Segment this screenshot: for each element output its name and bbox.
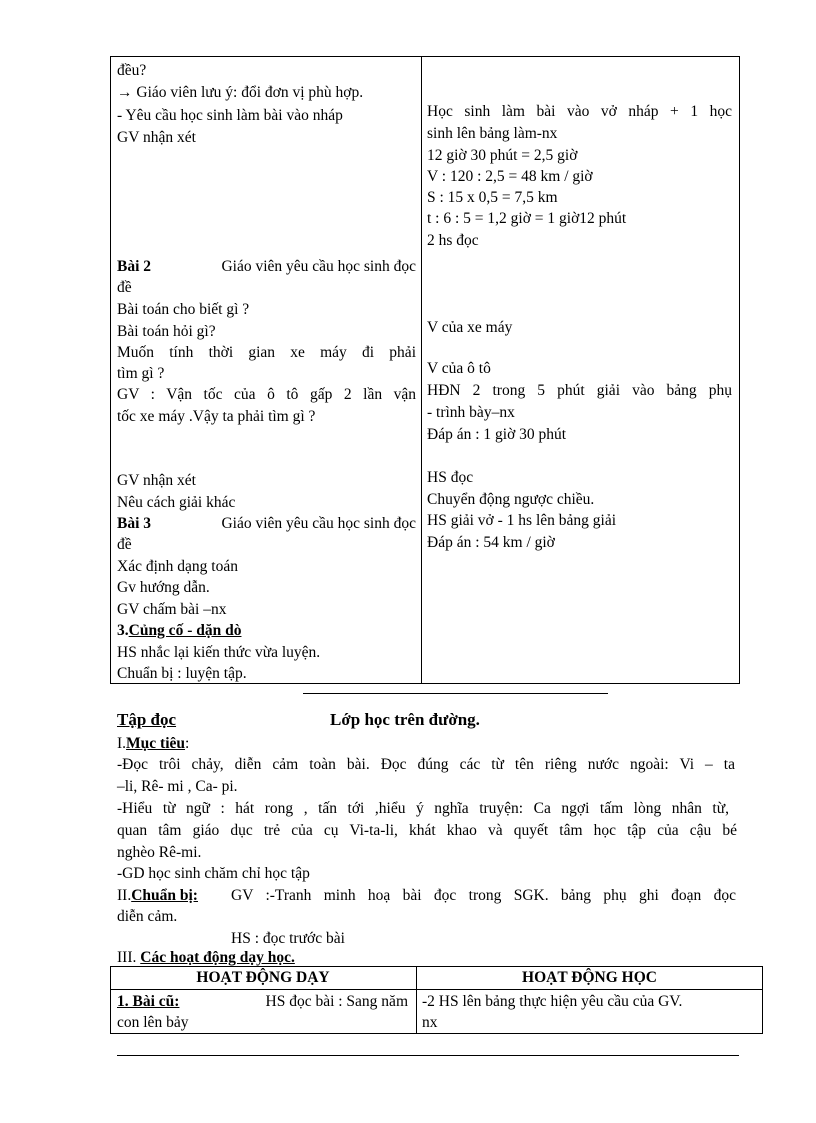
section-objectives-heading: I.Mục tiêu: — [117, 735, 190, 752]
right-cell-line: V của xe máy — [427, 319, 513, 336]
right-cell-line: 12 giờ 30 phút = 2,5 giờ — [427, 147, 578, 164]
left-cell-line: GV chấm bài –nx — [117, 601, 227, 618]
left-cell-line: Chuẩn bị : luyện tập. — [117, 665, 247, 682]
lesson-subject: Tập đọc — [117, 710, 177, 729]
consolidation-heading: Củng cố - dặn dò — [128, 622, 242, 639]
left-cell-line: Xác định dạng toán — [117, 558, 238, 575]
left-cell-line: đề — [117, 536, 132, 553]
preparation-teacher: GV :-Tranh minh hoạ bài đọc trong SGK. bảng phụ ghi đoạn đọc — [231, 887, 736, 904]
exercise-3-label: Bài 3 — [117, 515, 152, 532]
left-cell-line: đều? — [117, 62, 147, 79]
section-3-number: 3. — [117, 622, 129, 639]
right-cell-line: Chuyển động ngược chiều. — [427, 491, 595, 508]
section-activities-heading: III. Các hoạt động dạy học. — [117, 949, 295, 966]
left-cell-line — [117, 256, 416, 277]
right-cell-line: V : 120 : 2,5 = 48 km / giờ — [427, 168, 593, 185]
left-cell-line — [117, 513, 416, 534]
student-activity-line: nx — [422, 1014, 438, 1031]
left-cell-line: Gv hướng dẫn. — [117, 579, 210, 596]
right-cell-line: sinh lên bảng làm-nx — [427, 125, 558, 142]
left-cell-line — [117, 620, 241, 641]
section-separator — [303, 693, 608, 694]
left-cell-line: → Giáo viên lưu ý: đổi đơn vị phù hợp. — [117, 84, 364, 101]
old-lesson-cell-line2: con lên bảy — [117, 1014, 189, 1031]
exercise-3-instruction: Giáo viên yêu cầu học sinh đọc — [221, 515, 416, 532]
right-cell-line: Đáp án : 1 giờ 30 phút — [427, 426, 567, 443]
left-cell-line: GV nhận xét — [117, 472, 196, 489]
right-cell-line: - trình bày–nx — [427, 404, 515, 421]
left-cell-line: đề — [117, 279, 132, 296]
objective-line: -Hiểu từ ngữ : hát rong , tấn tới ,hiểu ý nghĩa truyện: Ca ngợi tấm lòng nhân từ, — [117, 800, 729, 817]
left-cell-line: tìm gì ? — [117, 365, 165, 382]
objective-line: quan tâm giáo dục trẻ của cụ Vi-ta-li, khát khao và quyết tâm học tập của cậu bé — [117, 822, 737, 839]
right-cell-line: Đáp án : 54 km / giờ — [427, 534, 555, 551]
exercise-2-instruction: Giáo viên yêu cầu học sinh đọc — [221, 258, 416, 275]
lesson-title: Lớp học trên đường. — [330, 710, 480, 729]
right-cell-line: HS đọc — [427, 469, 474, 486]
header-learning: HOẠT ĐỘNG HỌC — [522, 969, 657, 986]
page-bottom-rule — [117, 1055, 739, 1056]
header-teaching: HOẠT ĐỘNG DẠY — [196, 969, 330, 986]
right-cell-line: HS giải vở - 1 hs lên bảng giải — [427, 512, 617, 529]
right-cell-line: HĐN 2 trong 5 phút giải vào bảng phụ — [427, 382, 732, 399]
objective-line: -GD học sinh chăm chỉ học tập — [117, 865, 310, 882]
exercise-2-label: Bài 2 — [117, 258, 152, 275]
left-cell-line: Nêu cách giải khác — [117, 494, 236, 511]
right-cell-line: t : 6 : 5 = 1,2 giờ = 1 giờ12 phút — [427, 210, 627, 227]
student-activity-line: -2 HS lên bảng thực hiện yêu cầu của GV. — [422, 993, 683, 1010]
objective-line: –li, Rê- mi , Ca- pi. — [117, 778, 238, 795]
left-cell-line: tốc xe máy .Vậy ta phải tìm gì ? — [117, 408, 316, 425]
left-cell-line: Muốn tính thời gian xe máy đi phải — [117, 344, 416, 361]
old-lesson-cell — [117, 991, 408, 1012]
right-cell-line: 2 hs đọc — [427, 232, 479, 249]
left-cell-line: HS nhắc lại kiến thức vừa luyện. — [117, 644, 321, 661]
section-preparation-heading: II.Chuẩn bị: — [117, 887, 198, 904]
left-cell-line: - Yêu cầu học sinh làm bài vào nháp — [117, 107, 343, 124]
left-cell-line: Bài toán hỏi gì? — [117, 323, 216, 340]
right-cell-line: V của ô tô — [427, 360, 491, 377]
preparation-teacher-cont: diễn cảm. — [117, 908, 178, 925]
left-cell-line: GV nhận xét — [117, 129, 196, 146]
table-column-divider — [421, 57, 422, 683]
right-cell-line: Học sinh làm bài vào vở nháp + 1 học — [427, 103, 732, 120]
table-header-divider — [111, 989, 762, 990]
preparation-students: HS : đọc trước bài — [231, 930, 345, 947]
objective-line: nghèo Rê-mi. — [117, 844, 202, 861]
old-lesson-label: 1. Bài cũ: — [117, 993, 180, 1010]
objective-line: -Đọc trôi chảy, diễn cảm toàn bài. Đọc đúng các từ tên riêng nước ngoài: Vi – ta — [117, 756, 735, 773]
left-cell-line: GV : Vận tốc của ô tô gấp 2 lần vận — [117, 386, 416, 403]
left-cell-line: Bài toán cho biết gì ? — [117, 301, 250, 318]
right-cell-line: S : 15 x 0,5 = 7,5 km — [427, 189, 558, 206]
old-lesson-text: HS đọc bài : Sang năm — [265, 993, 408, 1010]
